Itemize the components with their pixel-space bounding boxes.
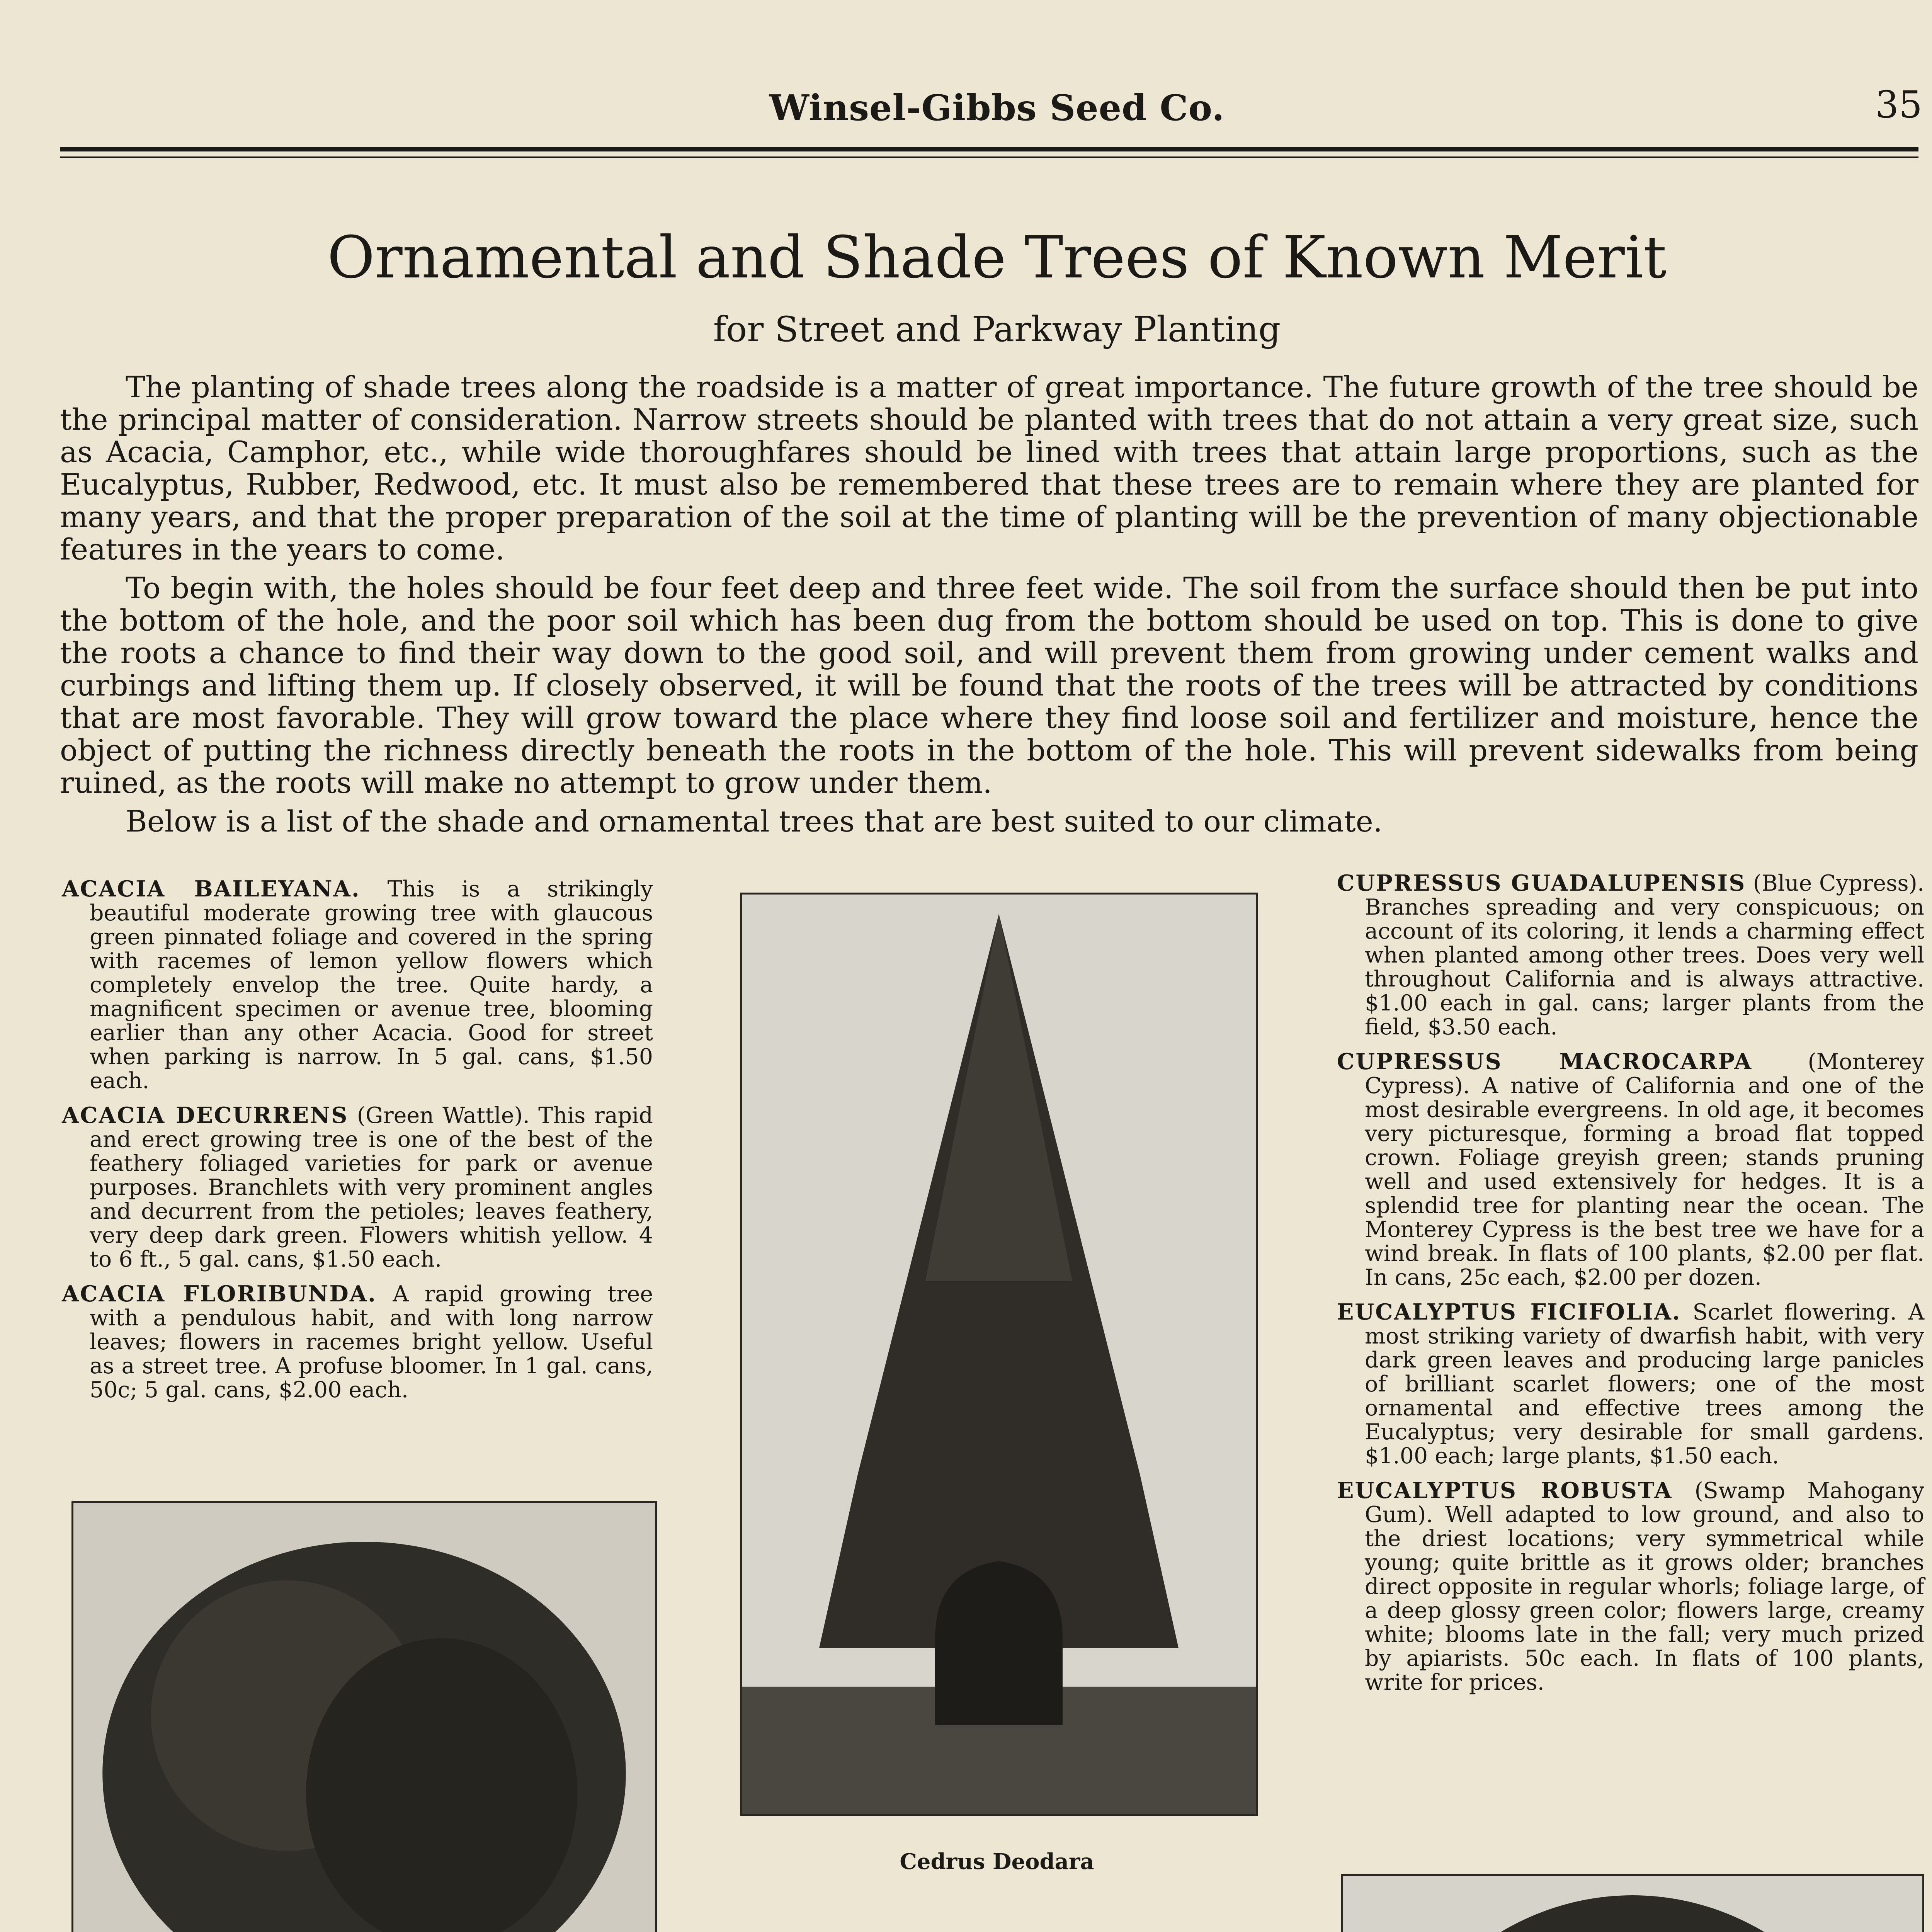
tree-name: ACACIA BAILEYANA. bbox=[62, 876, 361, 902]
page-title: Ornamental and Shade Trees of Known Merit bbox=[327, 224, 1667, 291]
cedrus-caption: Cedrus Deodara bbox=[900, 1849, 1094, 1874]
header-rule-thin bbox=[60, 156, 1918, 158]
tree-name: CUPRESSUS GUADALUPENSIS bbox=[1337, 870, 1746, 896]
page-number: 35 bbox=[1875, 83, 1922, 126]
tree-entry bbox=[1337, 1050, 1924, 1289]
page-subtitle: for Street and Parkway Planting bbox=[713, 309, 1281, 350]
intro-text bbox=[60, 371, 1918, 844]
tree-description: (Swamp Mahogany Gum). Well adapted to low ground, and also to the driest locations; very symmetrical while young; quite brittle as it grows older; branches direct opposite in regular whorls; foliage large, of a deep glossy green color; flowers large, creamy white; blooms late in the fall; very much prized by apiarists. 50c each. In flats of 100 plants, write for prices. bbox=[1365, 1478, 1924, 1695]
intro-paragraph: To begin with, the holes should be four feet deep and three feet wide. The soil from the surface should then be put into the bottom of the hole, and the poor soil which has been dug from the bottom should be used on top. This is done to give the roots a chance to find their way down to the good soil, and will prevent them from growing under cement walks and curbings and lifting them up. If closely observed, it will be found that the roots of the trees will be attracted by conditions that are most favorable. They will grow toward the place where they find loose soil and fertilizer and moisture, hence the object of putting the richness directly beneath the roots in the bottom of the hole. This will prevent sidewalks from being ruined, as the roots will make no attempt to grow under them. bbox=[60, 571, 1918, 800]
tree-description: Scarlet flowering. A most striking variety of dwarfish habit, with very dark green leaves and producing large panicles of brilliant scarlet flowers; one of the most ornamental and effective trees among the Eucalyptus; very desirable for small gardens. $1.00 each; large plants, $1.50 each. bbox=[1365, 1299, 1924, 1469]
tree-entry bbox=[1337, 1300, 1924, 1468]
intro-paragraph: Below is a list of the shade and ornamental trees that are best suited to our climate. bbox=[126, 804, 1383, 838]
acacia-melanoxylon-photo bbox=[71, 1501, 657, 1932]
tree-entry bbox=[62, 1282, 653, 1402]
tree-description: (Blue Cypress). Branches spreading and very conspicuous; on account of its coloring, it lends a charming effect when planted among other trees. Does very well throughout California and is always attractive. $1.00 each in gal. cans; larger plants from the field, $3.50 each. bbox=[1365, 871, 1924, 1040]
tree-description: A rapid growing tree with a pendulous habit, and with long narrow leaves; flowers in racemes bright yellow. Useful as a street tree. A profuse bloomer. In 1 gal. cans, 50c; 5 gal. cans, $2.00 each. bbox=[90, 1281, 653, 1403]
tree-name: EUCALYPTUS ROBUSTA bbox=[1337, 1478, 1673, 1503]
tree-description: This is a strikingly beautiful moderate growing tree with glaucous green pinnated foliage and covered in the spring with racemes of lemon yellow flowers which completely envelop the tree. Quite hardy, a magnificent specimen or avenue tree, blooming earlier than any other Acacia. Good for street when parking is narrow. In 5 gal. cans, $1.50 each. bbox=[90, 876, 653, 1094]
right-column bbox=[1337, 871, 1924, 1705]
tree-name: ACACIA DECURRENS bbox=[62, 1102, 349, 1128]
tree-entry bbox=[62, 877, 653, 1093]
intro-paragraph: The planting of shade trees along the roadside is a matter of great importance. The future growth of the tree should be the principal matter of consideration. Narrow streets should be planted with trees that do not attain a very great size, such as Acacia, Camphor, etc., while wide thoroughfares should be lined with trees that attain large proportions, such as the Eucalyptus, Rubber, Redwood, etc. It must also be remembered that these trees are to remain where they are planted for many years, and that the proper preparation of the soil at the time of planting will be the prevention of many objectionable features in the years to come. bbox=[60, 370, 1918, 566]
cedrus-deodara-photo bbox=[740, 893, 1258, 1816]
eucalyptus-globulus-photo bbox=[1341, 1874, 1924, 1932]
tree-name: CUPRESSUS MACROCARPA bbox=[1337, 1049, 1753, 1075]
left-column-top bbox=[62, 877, 653, 1413]
tree-description: (Monterey Cypress). A native of California and one of the most desirable evergreens. In old age, it becomes very picturesque, forming a broad flat topped crown. Foliage greyish green; stands pruning well and used extensively for hedges. It is a splendid tree for planting near the ocean. The Monterey Cypress is the best tree we have for a wind break. In flats of 100 plants, $2.00 per flat. In cans, 25c each, $2.00 per dozen. bbox=[1365, 1049, 1924, 1290]
tree-entry bbox=[62, 1104, 653, 1271]
tree-name: EUCALYPTUS FICIFOLIA. bbox=[1337, 1299, 1681, 1325]
tree-description: (Green Wattle). This rapid and erect growing tree is one of the best of the feathery foliaged varieties for park or avenue purposes. Branchlets with very prominent angles and decurrent from the petioles; leaves feathery, very deep dark green. Flowers whitish yellow. 4 to 6 ft., 5 gal. cans, $1.50 each. bbox=[90, 1103, 653, 1272]
tree-entry bbox=[1337, 1479, 1924, 1694]
tree-name: ACACIA FLORIBUNDA. bbox=[62, 1281, 377, 1307]
running-header: Winsel-Gibbs Seed Co. bbox=[769, 87, 1225, 129]
tree-entry bbox=[1337, 871, 1924, 1039]
header-rule bbox=[60, 147, 1918, 151]
